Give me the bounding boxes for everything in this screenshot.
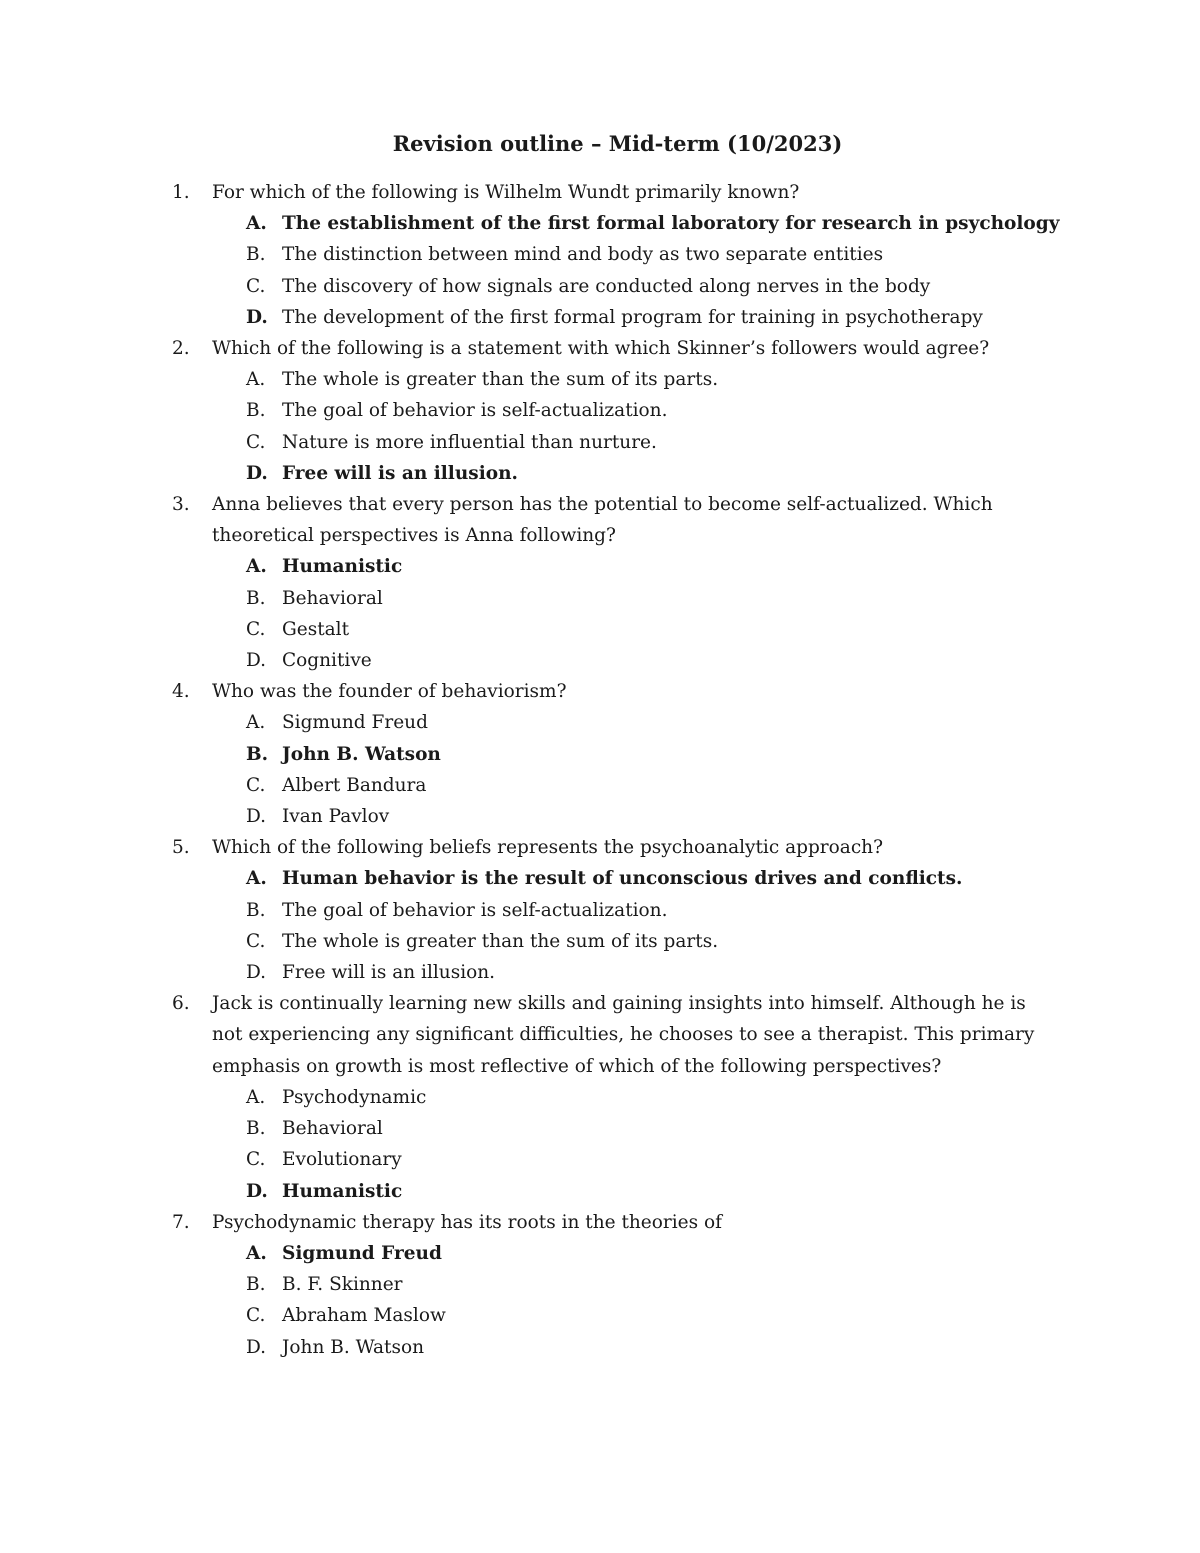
question-line xyxy=(172,676,1052,707)
question-line xyxy=(172,333,1052,364)
option-text: Behavioral xyxy=(282,1118,383,1140)
option-letter: C. xyxy=(246,930,266,952)
option-letter: B. xyxy=(246,899,266,921)
question-list xyxy=(172,177,1060,1363)
answer-options xyxy=(172,707,1052,832)
question-number: 5. xyxy=(172,837,190,859)
question-text: Psychodynamic therapy has its roots in the theories of xyxy=(212,1211,722,1233)
question-text: For which of the following is Wilhelm Wundt primarily known? xyxy=(212,182,800,203)
question-line xyxy=(172,832,1052,863)
answer-option xyxy=(246,770,1052,801)
answer-options xyxy=(172,364,1052,489)
question-line xyxy=(172,177,1052,208)
option-letter: D. xyxy=(246,1180,268,1202)
option-text: The whole is greater than the sum of its parts. xyxy=(282,930,719,952)
question-item xyxy=(172,333,1052,489)
question-text: Which of the following beliefs represents the psychoanalytic approach? xyxy=(212,837,884,859)
answer-option xyxy=(246,1300,1052,1331)
answer-option xyxy=(246,1332,1052,1363)
option-letter: D. xyxy=(246,1336,267,1358)
answer-option-correct xyxy=(246,863,1052,894)
question-line xyxy=(172,1207,1052,1238)
answer-option xyxy=(246,957,1052,988)
option-letter: A. xyxy=(246,868,267,890)
option-text: Free will is an illusion. xyxy=(282,962,496,984)
option-text: Albert Bandura xyxy=(282,774,427,796)
option-text: The whole is greater than the sum of its parts. xyxy=(282,369,719,391)
answer-option-correct xyxy=(246,1238,1052,1269)
answer-options xyxy=(172,1238,1052,1363)
option-letter: B. xyxy=(246,587,266,609)
question-number: 6. xyxy=(172,993,190,1015)
question-item xyxy=(172,489,1052,676)
answer-options xyxy=(172,551,1052,676)
answer-option xyxy=(246,364,1052,395)
question-text: Anna believes that every person has the potential to become self-actualized. Which theoretical perspectives is Anna following? xyxy=(212,494,999,547)
answer-option xyxy=(246,302,1052,333)
option-letter: A. xyxy=(246,1242,267,1264)
answer-option xyxy=(246,614,1052,645)
answer-option-correct xyxy=(246,551,1052,582)
answer-option xyxy=(246,895,1052,926)
answer-options xyxy=(172,1082,1052,1207)
option-text: Evolutionary xyxy=(282,1149,402,1171)
option-letter: C. xyxy=(246,774,266,796)
question-number: 1. xyxy=(172,182,190,203)
option-letter: A. xyxy=(246,1086,266,1108)
option-text: Abraham Maslow xyxy=(282,1305,446,1327)
question-number: 4. xyxy=(172,681,190,703)
option-letter: D. xyxy=(246,806,267,828)
option-letter: C. xyxy=(246,1305,266,1327)
question-item xyxy=(172,832,1052,988)
option-text: The discovery of how signals are conducted along nerves in the body xyxy=(282,275,931,297)
option-text: Sigmund Freud xyxy=(282,1242,442,1264)
option-text: Psychodynamic xyxy=(282,1086,427,1108)
option-text: Humanistic xyxy=(282,556,403,578)
option-text: Nature is more influential than nurture. xyxy=(282,431,657,453)
answer-option xyxy=(246,801,1052,832)
answer-option xyxy=(246,427,1052,458)
answer-option-correct xyxy=(246,1176,1052,1207)
document-title: Revision outline – Mid-term (10/2023) xyxy=(392,131,843,156)
question-item xyxy=(172,177,1060,333)
answer-option-correct xyxy=(246,458,1052,489)
answer-option xyxy=(246,1082,1052,1113)
option-text: Behavioral xyxy=(282,587,383,609)
answer-option-correct xyxy=(246,739,1052,770)
answer-option xyxy=(246,1269,1052,1300)
option-letter: A. xyxy=(246,369,266,391)
option-letter: B. xyxy=(246,1274,266,1296)
question-item xyxy=(172,676,1052,832)
option-text: Cognitive xyxy=(282,650,372,672)
option-letter: B. xyxy=(246,244,266,266)
option-text: Ivan Pavlov xyxy=(282,806,390,828)
option-text: Free will is an illusion. xyxy=(282,462,518,484)
question-text: Jack is continually learning new skills and gaining insights into himself. Although he is not experiencing any significant difficulties, he chooses to see a therapist. This primary emphasis on growth is most reflective of which of the following perspectives? xyxy=(212,993,1041,1077)
option-letter: D. xyxy=(246,462,268,484)
question-line xyxy=(172,489,1052,551)
option-letter: C. xyxy=(246,1149,266,1171)
question-text: Who was the founder of behaviorism? xyxy=(212,681,567,703)
answer-option xyxy=(246,395,1052,426)
answer-option xyxy=(246,645,1052,676)
option-text: B. F. Skinner xyxy=(282,1274,403,1296)
option-text: Sigmund Freud xyxy=(282,712,428,734)
question-line xyxy=(172,988,1052,1082)
answer-option-correct xyxy=(246,208,1060,239)
question-item xyxy=(172,1207,1052,1363)
option-letter: A. xyxy=(246,712,266,734)
option-letter: D. xyxy=(246,306,268,328)
answer-options xyxy=(172,863,1052,988)
option-letter: A. xyxy=(246,213,267,235)
answer-option xyxy=(246,926,1052,957)
question-number: 2. xyxy=(172,338,190,360)
option-text: John B. Watson xyxy=(282,743,441,765)
option-text: The establishment of the first formal laboratory for research in psychology xyxy=(282,213,1060,235)
question-number: 3. xyxy=(172,494,190,516)
answer-option xyxy=(246,271,1052,302)
answer-option xyxy=(246,239,1052,270)
option-letter: B. xyxy=(246,400,266,422)
option-letter: D. xyxy=(246,962,267,984)
option-text: The development of the first formal program for training in psychotherapy xyxy=(282,306,983,328)
option-letter: C. xyxy=(246,618,266,640)
answer-option xyxy=(246,1144,1052,1175)
option-letter: B. xyxy=(246,1118,266,1140)
question-number: 7. xyxy=(172,1211,190,1233)
option-letter: D. xyxy=(246,650,267,672)
option-text: The distinction between mind and body as two separate entities xyxy=(282,244,884,266)
option-text: Human behavior is the result of unconscious drives and conflicts. xyxy=(282,868,963,890)
answer-option xyxy=(246,707,1052,738)
option-letter: C. xyxy=(246,275,266,297)
option-text: John B. Watson xyxy=(282,1336,425,1358)
option-text: Gestalt xyxy=(282,618,350,640)
option-text: Humanistic xyxy=(282,1180,403,1202)
answer-options xyxy=(172,208,1060,333)
question-text: Which of the following is a statement with which Skinner’s followers would agree? xyxy=(212,338,990,360)
option-letter: C. xyxy=(246,431,266,453)
option-text: The goal of behavior is self-actualization. xyxy=(282,899,668,921)
option-text: The goal of behavior is self-actualization. xyxy=(282,400,668,422)
answer-option xyxy=(246,583,1052,614)
answer-option xyxy=(246,1113,1052,1144)
question-item xyxy=(172,988,1052,1206)
option-letter: A. xyxy=(246,556,267,578)
option-letter: B. xyxy=(246,743,269,765)
